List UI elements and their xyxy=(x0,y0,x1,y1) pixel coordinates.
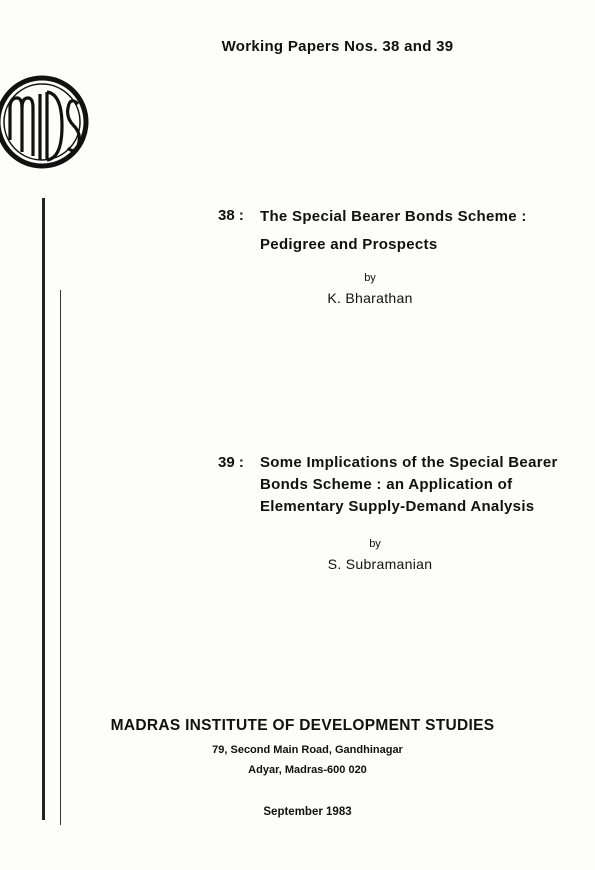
paper-38-number: 38 : xyxy=(218,207,244,224)
publication-date: September 1983 xyxy=(263,806,352,818)
institute-name: MADRAS INSTITUTE OF DEVELOPMENT STUDIES xyxy=(110,717,495,734)
paper-38-title-line-2: Pedigree and Prospects xyxy=(260,236,438,253)
paper-39-author: S. Subramanian xyxy=(327,556,433,572)
address-line-1: 79, Second Main Road, Gandhinagar xyxy=(212,744,403,756)
paper-39-title xyxy=(260,452,558,518)
mids-logo xyxy=(0,70,92,170)
paper-38-by: by xyxy=(364,272,376,284)
paper-39-title-line-2: Bonds Scheme : an Application of xyxy=(260,476,513,493)
paper-39-title-line-3: Elementary Supply-Demand Analysis xyxy=(260,498,535,515)
series-title: Working Papers Nos. 38 and 39 xyxy=(221,38,454,55)
paper-38-title-line-1: The Special Bearer Bonds Scheme : xyxy=(260,208,527,225)
paper-38-author: K. Bharathan xyxy=(327,290,413,306)
paper-39-number: 39 : xyxy=(218,454,244,471)
address-line-2: Adyar, Madras-600 020 xyxy=(248,764,367,776)
paper-39-by: by xyxy=(369,538,381,550)
paper-39-title-line-1: Some Implications of the Special Bearer xyxy=(260,454,558,471)
paper-38-title xyxy=(260,206,527,256)
